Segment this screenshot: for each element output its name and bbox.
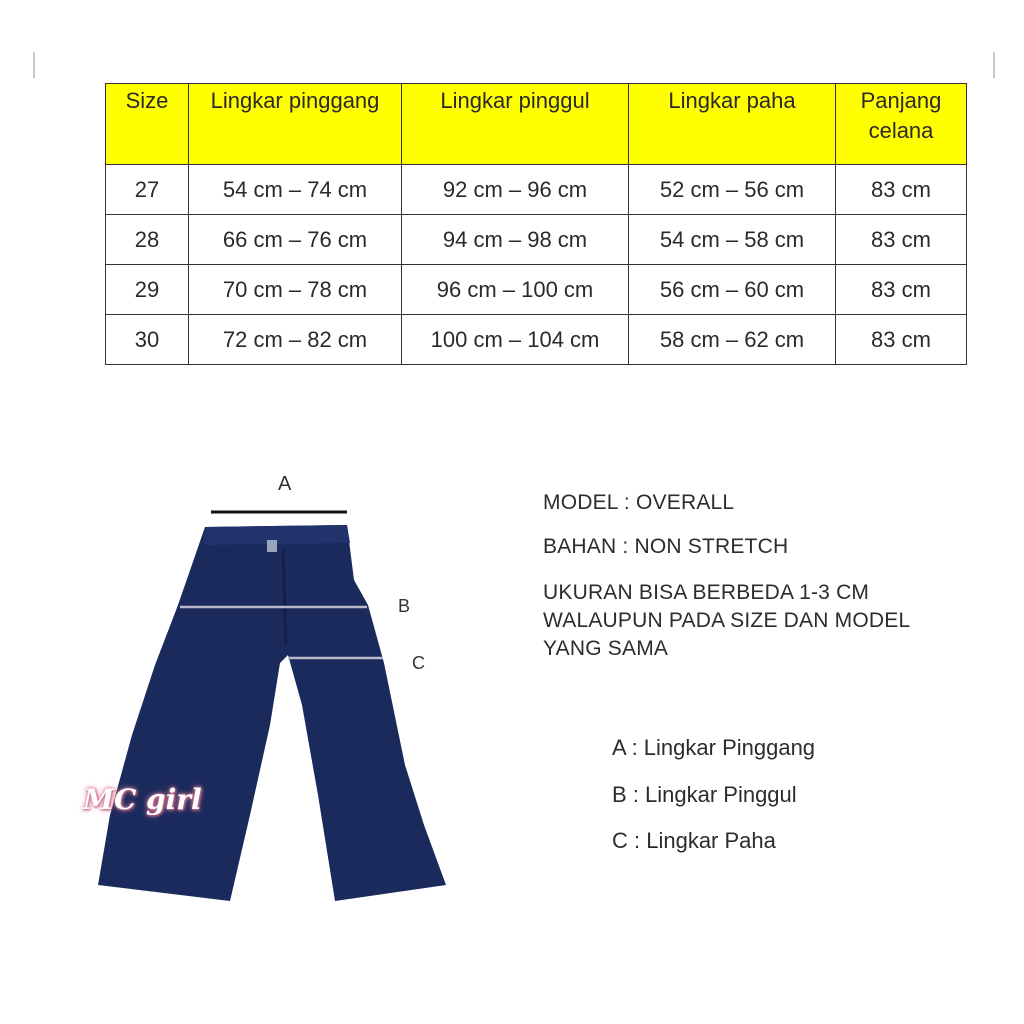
cell-panjang-celana: 83 cm [836, 315, 967, 365]
cell-lingkar-pinggang: 70 cm – 78 cm [189, 265, 402, 315]
cell-lingkar-paha: 54 cm – 58 cm [629, 215, 836, 265]
cell-size: 30 [106, 315, 189, 365]
corner-mark-right [993, 52, 995, 78]
table-row [106, 215, 967, 265]
cell-panjang-celana: 83 cm [836, 215, 967, 265]
brand-watermark: MC girl [83, 783, 202, 816]
legend-item-c: C : Lingkar Paha [612, 828, 776, 853]
cell-panjang-celana: 83 cm [836, 265, 967, 315]
cell-lingkar-pinggul: 92 cm – 96 cm [402, 165, 629, 215]
cell-lingkar-paha: 58 cm – 62 cm [629, 315, 836, 365]
marker-a-label: A [278, 473, 292, 495]
info-bahan: BAHAN : NON STRETCH [543, 535, 789, 558]
info-note-line-2: WALAUPUN PADA SIZE DAN MODEL [543, 609, 911, 632]
cell-size: 29 [106, 265, 189, 315]
table-row [106, 165, 967, 215]
marker-c-label: C [412, 653, 425, 673]
legend-item-b: B : Lingkar Pinggul [612, 782, 797, 807]
header-lingkar-pinggul: Lingkar pinggul [402, 84, 629, 165]
info-note-line-1: UKURAN BISA BERBEDA 1-3 CM [543, 581, 870, 604]
cell-size: 27 [106, 165, 189, 215]
header-lingkar-pinggang: Lingkar pinggang [189, 84, 402, 165]
cell-lingkar-pinggul: 100 cm – 104 cm [402, 315, 629, 365]
info-note-line-3: YANG SAMA [543, 637, 669, 660]
pants-button [267, 540, 277, 552]
header-size: Size [106, 84, 189, 165]
table-header-row [106, 84, 967, 165]
marker-b-label: B [398, 596, 411, 616]
table-row [106, 315, 967, 365]
cell-lingkar-pinggul: 94 cm – 98 cm [402, 215, 629, 265]
size-chart-table [105, 83, 967, 365]
pants-illustration [80, 465, 460, 925]
cell-size: 28 [106, 215, 189, 265]
header-lingkar-paha: Lingkar paha [629, 84, 836, 165]
cell-lingkar-paha: 56 cm – 60 cm [629, 265, 836, 315]
info-model: MODEL : OVERALL [543, 491, 735, 514]
cell-lingkar-pinggul: 96 cm – 100 cm [402, 265, 629, 315]
cell-lingkar-pinggang: 66 cm – 76 cm [189, 215, 402, 265]
legend-item-a: A : Lingkar Pinggang [612, 735, 816, 760]
corner-mark-left [33, 52, 35, 78]
cell-lingkar-pinggang: 54 cm – 74 cm [189, 165, 402, 215]
cell-panjang-celana: 83 cm [836, 165, 967, 215]
cell-lingkar-paha: 52 cm – 56 cm [629, 165, 836, 215]
header-panjang-celana: Panjang celana [836, 84, 967, 165]
pants-diagram [80, 465, 460, 925]
pants-shape [98, 525, 446, 901]
cell-lingkar-pinggang: 72 cm – 82 cm [189, 315, 402, 365]
table-row [106, 265, 967, 315]
